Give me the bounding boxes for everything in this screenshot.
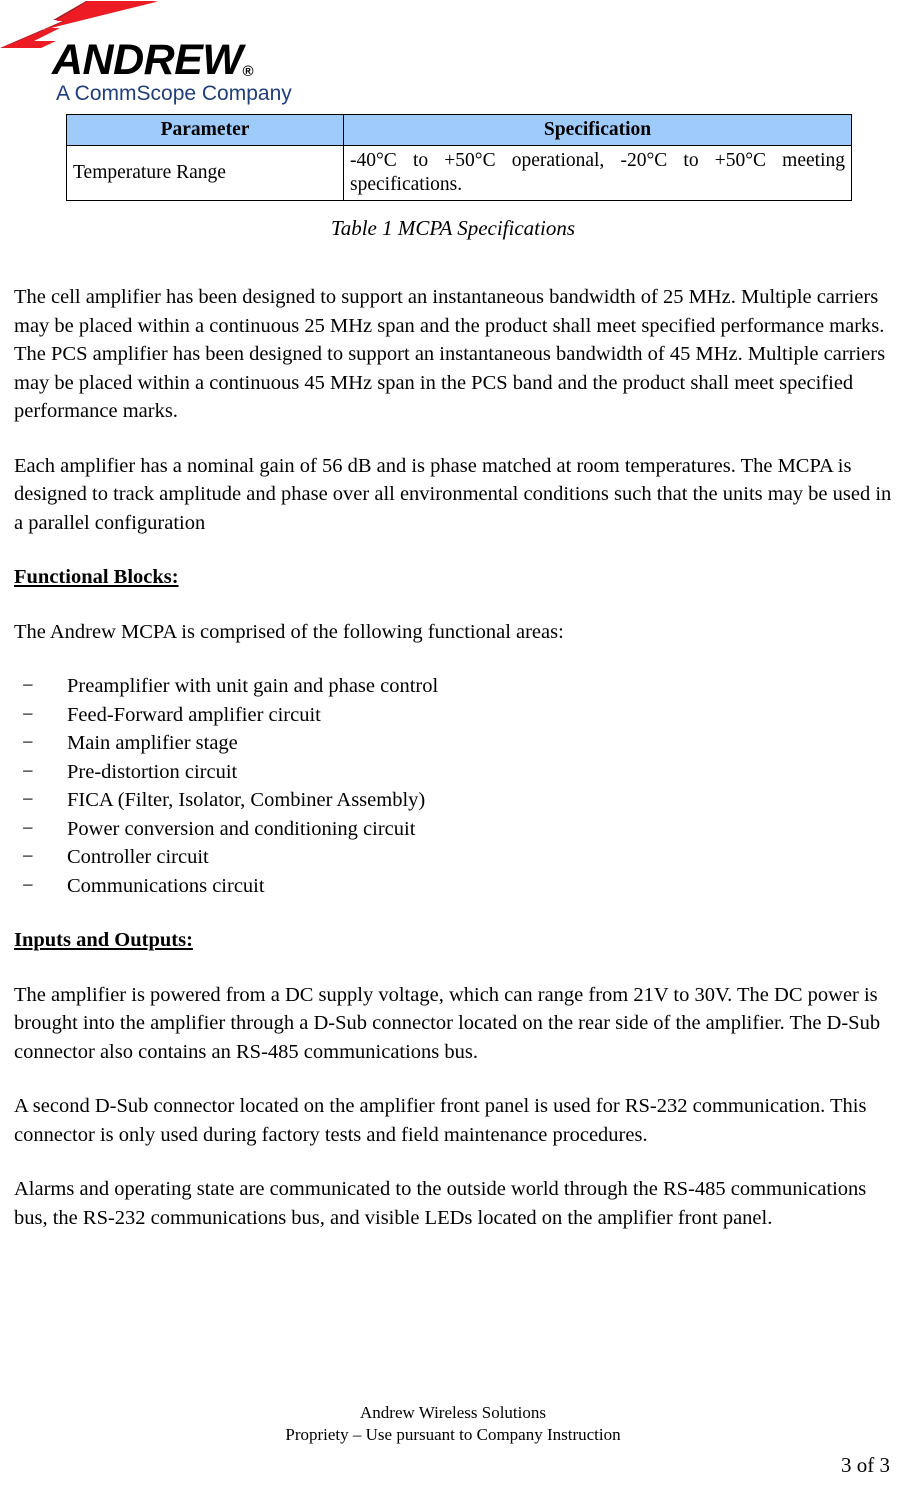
dash-bullet-icon: − [22,675,34,697]
registered-trademark-icon: ® [242,63,254,80]
table-header-row [67,115,852,146]
functional-blocks-list [14,672,892,900]
table-cell-specification [344,146,852,201]
list-item-label: Controller circuit [67,846,209,868]
dash-bullet-icon: − [22,760,34,783]
list-item-label: Pre-distortion circuit [67,760,238,783]
list-item [14,872,892,901]
paragraph-dc-supply: The amplifier is powered from a DC supply voltage, which can range from 21V to 30V. The DC power is brought into the amplifier through a D-Sub connector located on the rear side of the amplifier. The D-Sub connector also contains an RS-485 communications bus. [14,983,881,1063]
list-item-label: Feed-Forward amplifier circuit [67,703,321,726]
dash-bullet-icon: − [22,817,34,840]
document-body [14,283,892,1232]
page-number: 3 of 3 [841,1453,890,1477]
paragraph-bandwidth: The cell amplifier has been designed to support an instantaneous bandwidth of 25 MHz. Multiple carriers may be placed within a continuous 25 MHz span and the product shall meet specified performance marks. The PCS amplifier has been designed to support an instantaneous bandwidth of 45 MHz. Multiple carriers may be placed within a continuous 45 MHz span in the PCS band and the product shall meet specified performance marks. [14,286,886,422]
paragraph-functional-areas-intro: The Andrew MCPA is comprised of the following functional areas: [14,620,564,643]
list-item-label: Power conversion and conditioning circuit [67,817,416,840]
table-row [67,146,852,201]
footer-company-name: Andrew Wireless Solutions [360,1403,546,1422]
andrew-logo [0,0,300,108]
list-item [14,701,892,730]
dash-bullet-icon: − [22,732,34,754]
heading-functional-blocks: Functional Blocks: [14,566,179,588]
list-item [14,758,892,787]
table-header-parameter: Parameter [67,115,344,146]
list-item [14,815,892,844]
logo-wordmark-text: ANDREW [52,36,243,84]
list-item-label: Preamplifier with unit gain and phase control [67,675,439,697]
dash-bullet-icon: − [22,846,34,868]
specification-line-2: specifications. [350,174,463,195]
logo-tagline: A CommScope Company [56,82,292,105]
heading-inputs-and-outputs: Inputs and Outputs: [14,929,193,951]
list-item [14,786,892,815]
list-item-label: Communications circuit [67,874,265,897]
table-header-specification: Specification [344,115,852,146]
paragraph-gain: Each amplifier has a nominal gain of 56 dB and is phase matched at room temperatures. The MCPA is designed to track amplitude and phase over all environmental conditions such that the units may be used in a parallel configuration [14,454,892,534]
dash-bullet-icon: − [22,874,34,897]
page-footer [0,1402,906,1446]
table-caption: Table 1 MCPA Specifications [330,216,576,240]
footer-proprietary-notice: Propriety – Use pursuant to Company Instruction [285,1425,621,1444]
paragraph-alarms: Alarms and operating state are communicated to the outside world through the RS-485 communications bus, the RS-232 communications bus, and visible LEDs located on the amplifier front panel. [14,1178,867,1229]
dash-bullet-icon: − [22,789,34,811]
list-item-label: Main amplifier stage [67,732,238,754]
list-item-label: FICA (Filter, Isolator, Combiner Assembly) [67,789,426,811]
dash-bullet-icon: − [22,703,34,726]
table-cell-parameter: Temperature Range [67,146,344,201]
list-item [14,843,892,872]
list-item [14,729,892,758]
mcpa-specifications-table [66,114,852,201]
list-item [14,672,892,701]
paragraph-rs232-connector: A second D-Sub connector located on the amplifier front panel is used for RS-232 communication. This connector is only used during factory tests and field maintenance procedures. [14,1095,867,1146]
specification-line-1: -40°C to +50°C operational, -20°C to +50°C meeting [350,150,845,171]
